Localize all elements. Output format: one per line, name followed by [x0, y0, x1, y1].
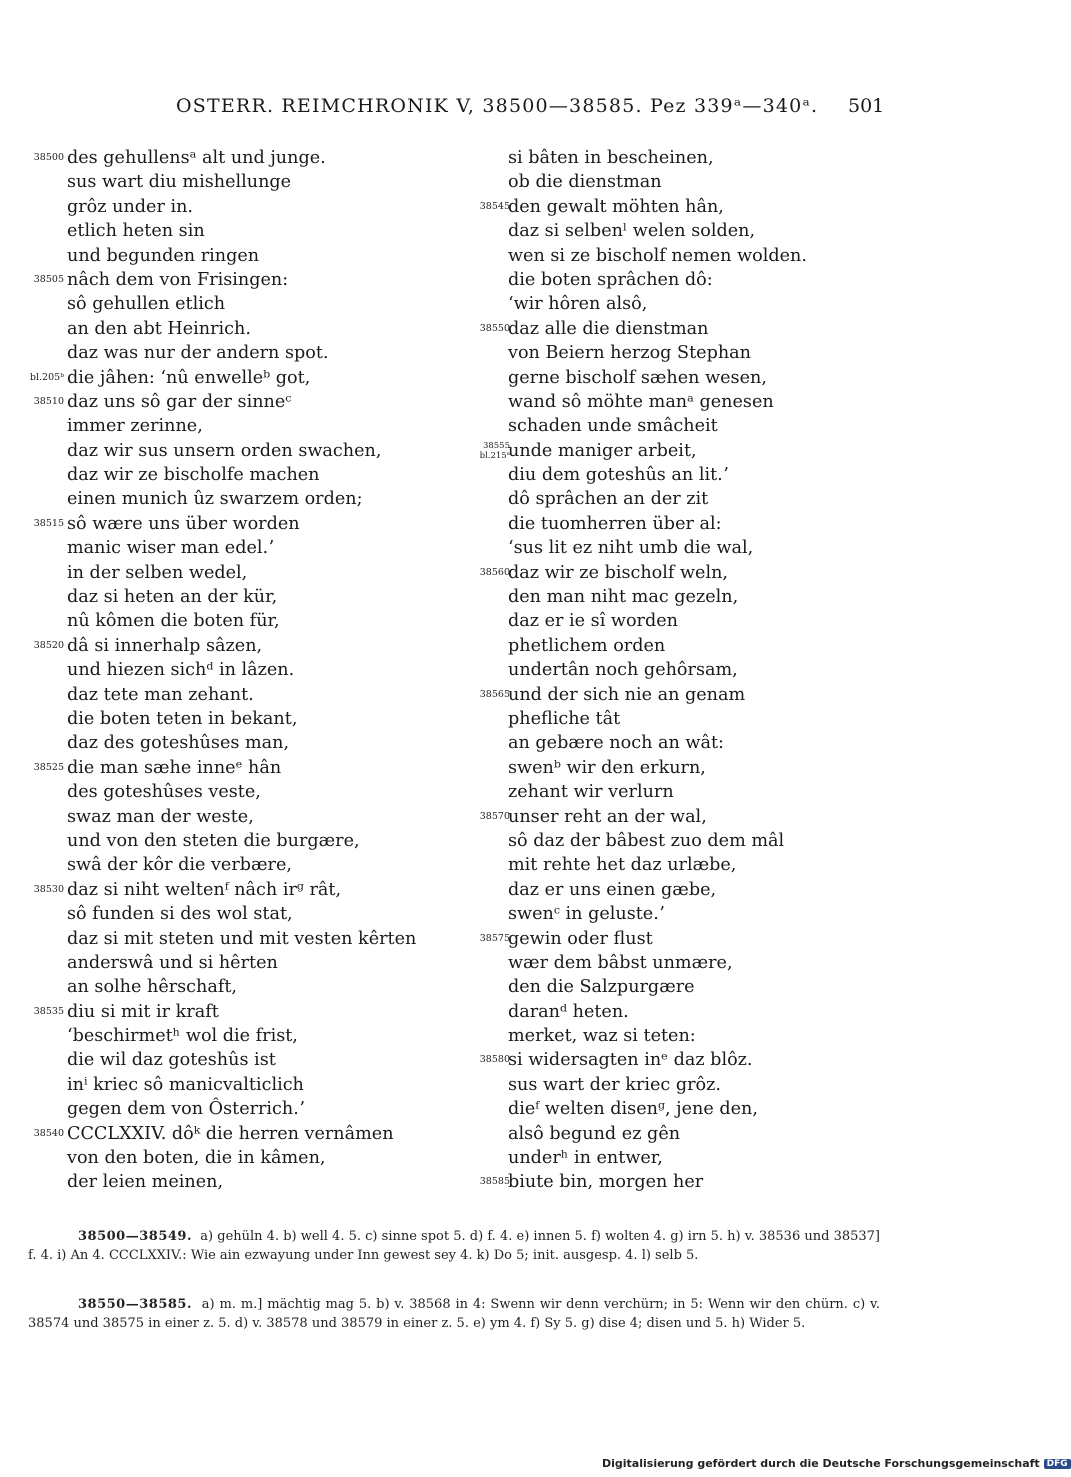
verse-line: [470, 927, 900, 951]
verse-text: swenᵇ wir den erkurn,: [508, 757, 706, 778]
verse-line: [470, 585, 900, 609]
verse-text: nâch dem von Frisingen:: [67, 269, 289, 290]
verse-line: [470, 1170, 900, 1194]
verse-text: des gehullensᵃ alt und junge.: [67, 148, 326, 168]
verse-line: [0, 951, 480, 975]
verse-text: inⁱ kriec sô manicvalticlich: [67, 1074, 304, 1095]
verse-text: CCCLXXIV. dôᵏ die herren vernâmen: [67, 1123, 394, 1144]
verse-line: [0, 317, 480, 341]
verse-line: [0, 853, 480, 877]
verse-text: von den boten, die in kâmen,: [67, 1148, 326, 1169]
verse-line: [0, 731, 480, 755]
line-number: 38555 bl.215ᵃ: [479, 440, 510, 461]
funding-footer: [602, 1457, 1071, 1470]
verse-text: alsô begund ez gên: [508, 1123, 681, 1144]
verse-line: [0, 146, 480, 170]
verse-text: daz was nur der andern spot.: [67, 343, 329, 364]
verse-text: die boten sprâchen dô:: [508, 269, 713, 290]
verse-line: [470, 975, 900, 999]
verse-text: dâ si innerhalp sâzen,: [67, 635, 263, 656]
verse-line: [470, 561, 900, 585]
verse-text: daz er uns einen gæbe,: [508, 879, 717, 900]
running-title: OSTERR. REIMCHRONIK V, 38500—38585. Pez 339ᵃ—340ᵃ.: [176, 95, 819, 117]
footnote-text: a) m. m.] mächtig mag 5. b) v. 38568 in 4: Swenn wir denn verchürn; in 5: Wenn wir den chürn. c) v. 38574 und 38575 in einer z. 5. d) v. 38578 und 38579 in einer z. 5. e) ym 4. f) Sy 5. g) dise 4; disen und 5. h) Wider 5.: [28, 1297, 880, 1331]
verse-line: [0, 463, 480, 487]
verse-text: und von den steten die burgære,: [67, 830, 360, 851]
verse-line: [470, 195, 900, 219]
verse-text: ʻsus lit ez niht umb die wal,: [508, 538, 754, 559]
verse-line: [0, 1024, 480, 1048]
verse-text: immer zerinne,: [67, 416, 203, 437]
verse-line: [0, 1048, 480, 1072]
verse-line: [0, 780, 480, 804]
verse-line: [0, 561, 480, 585]
verse-line: [0, 1000, 480, 1024]
verse-line: [0, 1097, 480, 1121]
verse-line: [470, 390, 900, 414]
verse-line: [0, 975, 480, 999]
verse-text: swaz man der weste,: [67, 806, 254, 827]
verse-text: phefliche tât: [508, 708, 621, 729]
verse-text: sus wart der kriec grôz.: [508, 1074, 721, 1095]
verse-line: [470, 878, 900, 902]
dfg-logo: DFG: [1044, 1459, 1071, 1469]
verse-text: dô sprâchen an der zit: [508, 489, 709, 510]
verse-line: [470, 1097, 900, 1121]
footer-text: Digitalisierung gefördert durch die Deutsche Forschungsgemeinschaft: [602, 1457, 1040, 1470]
verse-text: nû kômen die boten für,: [67, 611, 280, 632]
page-header: [0, 95, 1000, 125]
line-number: 38585: [479, 1176, 510, 1188]
line-number: 38525: [33, 761, 64, 773]
line-number: 38560: [479, 566, 510, 578]
line-number: 38570: [479, 810, 510, 822]
verse-text: die man sæhe inneᵉ hân: [67, 757, 282, 778]
verse-line: [0, 756, 480, 780]
verse-line: [470, 317, 900, 341]
verse-line: [470, 609, 900, 633]
verse-line: [470, 268, 900, 292]
verse-text: die tuomherren über al:: [508, 513, 722, 534]
footnote-text: a) gehüln 4. b) well 4. 5. c) sinne spot 5. d) f. 4. e) innen 5. f) wolten 4. g) irn 5. h) v. 38536 und 38537] f. 4. i) An 4. CCCLXXIV.: Wie ain ezwayung under Inn gewest sey 4. k) Do 5; init. ausgesp. 4. l) selb 5.: [28, 1229, 880, 1263]
line-number: 38520: [33, 639, 64, 651]
verse-text: an gebære noch an wât:: [508, 733, 724, 754]
verse-line: [470, 1073, 900, 1097]
verse-text: die boten teten in bekant,: [67, 708, 298, 729]
verse-line: [470, 463, 900, 487]
footnote-range: 38500—38549.: [78, 1229, 192, 1244]
verse-text: undertân noch gehôrsam,: [508, 660, 738, 681]
verse-line: [0, 341, 480, 365]
verse-text: merket, waz si teten:: [508, 1026, 696, 1047]
verse-line: [470, 731, 900, 755]
verse-line: [470, 853, 900, 877]
verse-text: den die Salzpurgære: [508, 977, 695, 998]
verse-line: [470, 829, 900, 853]
verse-line: [0, 878, 480, 902]
verse-line: [0, 1170, 480, 1194]
verse-line: [470, 780, 900, 804]
footnote-range: 38550—38585.: [78, 1297, 192, 1312]
line-number: 38550: [479, 322, 510, 334]
verse-text: diu dem goteshûs an lit.ʼ: [508, 465, 729, 486]
verse-text: si bâten in bescheinen,: [508, 148, 714, 168]
footnotes-block-1: [28, 1228, 880, 1265]
verse-line: [0, 1122, 480, 1146]
verse-text: ʻwir hôren alsô,: [508, 294, 648, 315]
verse-text: dieᶠ welten disenᵍ, jene den,: [508, 1099, 758, 1120]
verse-text: underʰ in entwer,: [508, 1148, 663, 1169]
line-number: 38505: [33, 273, 64, 285]
verse-line: [0, 829, 480, 853]
verse-text: anderswâ und si hêrten: [67, 952, 278, 973]
verse-text: wen si ze bischolf nemen wolden.: [508, 245, 807, 266]
verse-text: daz si mit steten und mit vesten kêrten: [67, 928, 417, 949]
verse-line: [470, 1048, 900, 1072]
verse-line: [470, 1146, 900, 1170]
line-number: 38510: [33, 395, 64, 407]
right-verse-column: [470, 146, 900, 1195]
verse-text: gerne bischolf sæhen wesen,: [508, 367, 767, 388]
verse-text: si widersagten inᵉ daz blôz.: [508, 1050, 753, 1071]
verse-text: mit rehte het daz urlæbe,: [508, 855, 737, 876]
verse-line: [0, 219, 480, 243]
verse-text: sus wart diu mishellunge: [67, 172, 292, 193]
line-number: 38545: [479, 200, 510, 212]
verse-line: [470, 707, 900, 731]
footnotes-block-2: [28, 1296, 880, 1333]
verse-text: biute bin, morgen her: [508, 1172, 704, 1193]
verse-line: [470, 219, 900, 243]
line-number: 38565: [479, 688, 510, 700]
verse-line: [0, 268, 480, 292]
verse-text: daz er ie sî worden: [508, 611, 678, 632]
left-verse-column: [0, 146, 480, 1195]
verse-text: daz wir ze bischolfe machen: [67, 465, 320, 486]
line-number: bl.205ᵇ: [29, 371, 64, 383]
verse-line: [470, 414, 900, 438]
verse-text: daz si niht weltenᶠ nâch irᵍ rât,: [67, 879, 342, 900]
verse-line: [0, 390, 480, 414]
line-number: 38530: [33, 883, 64, 895]
verse-line: [470, 487, 900, 511]
verse-line: [0, 902, 480, 926]
verse-text: unde maniger arbeit,: [508, 440, 697, 461]
verse-text: die jâhen: ʻnû enwelleᵇ got,: [67, 367, 311, 388]
verse-line: [470, 1000, 900, 1024]
verse-line: [0, 683, 480, 707]
verse-line: [0, 366, 480, 390]
verse-line: [470, 146, 900, 170]
verse-text: wand sô möhte manᵃ genesen: [508, 391, 774, 412]
verse-line: [0, 805, 480, 829]
verse-text: daranᵈ heten.: [508, 1001, 629, 1022]
verse-text: zehant wir verlurn: [508, 782, 674, 803]
verse-text: sô daz der bâbest zuo dem mâl: [508, 830, 785, 851]
verse-text: an den abt Heinrich.: [67, 318, 251, 339]
verse-line: [470, 292, 900, 316]
verse-line: [0, 414, 480, 438]
verse-text: etlich heten sin: [67, 221, 205, 242]
verse-text: daz si heten an der kür,: [67, 587, 278, 608]
verse-line: [470, 1024, 900, 1048]
verse-text: daz uns sô gar der sinneᶜ: [67, 391, 292, 412]
line-number: 38580: [479, 1054, 510, 1066]
line-number: 38575: [479, 932, 510, 944]
verse-line: [470, 951, 900, 975]
verse-text: der leien meinen,: [67, 1172, 224, 1193]
verse-text: daz alle die dienstman: [508, 318, 709, 339]
verse-text: wær dem bâbst unmære,: [508, 952, 733, 973]
verse-line: [0, 439, 480, 463]
verse-line: [470, 439, 900, 463]
verse-line: [0, 585, 480, 609]
verse-line: [470, 902, 900, 926]
verse-text: ʻbeschirmetʰ wol die frist,: [67, 1026, 298, 1047]
verse-text: daz wir sus unsern orden swachen,: [67, 440, 382, 461]
verse-line: [470, 536, 900, 560]
verse-text: von Beiern herzog Stephan: [508, 343, 751, 364]
verse-line: [0, 512, 480, 536]
verse-line: [0, 658, 480, 682]
verse-text: den man niht mac gezeln,: [508, 587, 739, 608]
verse-line: [470, 683, 900, 707]
verse-line: [0, 707, 480, 731]
verse-line: [470, 244, 900, 268]
page-number: 501: [848, 95, 885, 117]
verse-line: [0, 487, 480, 511]
verse-text: diu si mit ir kraft: [67, 1001, 219, 1022]
verse-line: [470, 658, 900, 682]
verse-text: gegen dem von Ôsterrich.ʼ: [67, 1099, 305, 1120]
line-number: 38540: [33, 1127, 64, 1139]
verse-text: schaden unde smâcheit: [508, 416, 718, 437]
verse-text: grôz under in.: [67, 196, 194, 217]
verse-text: unser reht an der wal,: [508, 806, 707, 827]
verse-line: [470, 1122, 900, 1146]
line-number: 38515: [33, 517, 64, 529]
verse-text: des goteshûses veste,: [67, 782, 261, 803]
verse-text: sô gehullen etlich: [67, 294, 226, 315]
verse-text: und der sich nie an genam: [508, 684, 746, 705]
verse-text: daz tete man zehant.: [67, 684, 254, 705]
verse-line: [0, 1146, 480, 1170]
verse-text: und hiezen sichᵈ in lâzen.: [67, 660, 295, 681]
verse-text: phetlichem orden: [508, 635, 666, 656]
verse-text: swâ der kôr die verbære,: [67, 855, 292, 876]
verse-text: manic wiser man edel.ʼ: [67, 538, 274, 559]
verse-line: [470, 756, 900, 780]
verse-line: [0, 634, 480, 658]
verse-line: [470, 805, 900, 829]
verse-line: [0, 292, 480, 316]
verse-line: [0, 244, 480, 268]
verse-line: [0, 195, 480, 219]
verse-line: [470, 170, 900, 194]
verse-text: swenᶜ in geluste.ʼ: [508, 904, 665, 925]
verse-line: [0, 927, 480, 951]
verse-text: einen munich ûz swarzem orden;: [67, 489, 363, 510]
verse-line: [0, 1073, 480, 1097]
verse-line: [0, 609, 480, 633]
verse-text: an solhe hêrschaft,: [67, 977, 238, 998]
verse-text: gewin oder flust: [508, 928, 653, 949]
verse-text: daz des goteshûses man,: [67, 733, 290, 754]
verse-line: [470, 512, 900, 536]
verse-text: sô wære uns über worden: [67, 513, 300, 534]
verse-text: die wil daz goteshûs ist: [67, 1050, 276, 1071]
verse-line: [0, 536, 480, 560]
verse-text: den gewalt möhten hân,: [508, 196, 724, 217]
verse-line: [470, 341, 900, 365]
line-number: 38500: [33, 152, 64, 163]
verse-line: [470, 634, 900, 658]
verse-text: in der selben wedel,: [67, 562, 248, 583]
verse-text: sô funden si des wol stat,: [67, 904, 293, 925]
verse-text: ob die dienstman: [508, 172, 662, 193]
line-number: 38535: [33, 1005, 64, 1017]
verse-line: [0, 170, 480, 194]
verse-text: und begunden ringen: [67, 245, 260, 266]
verse-text: daz wir ze bischolf weln,: [508, 562, 729, 583]
verse-text: daz si selbenˡ welen solden,: [508, 221, 756, 242]
verse-line: [470, 366, 900, 390]
